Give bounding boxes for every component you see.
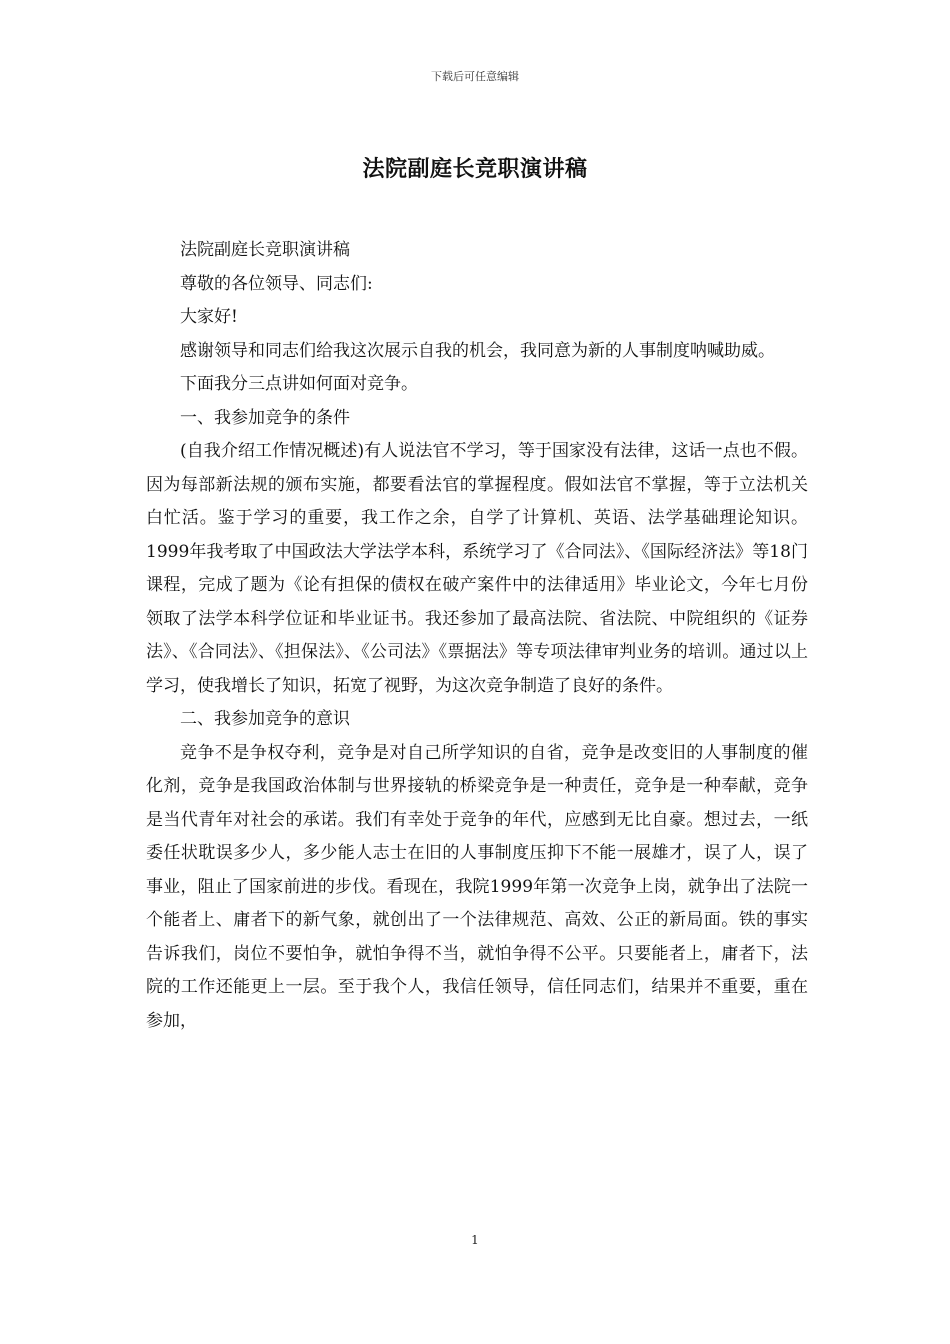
section-heading-conditions: 一、我参加竞争的条件 — [180, 407, 350, 428]
paragraph-subtitle: 法院副庭长竞职演讲稿 — [180, 240, 350, 260]
paragraph-outline: 下面我分三点讲如何面对竞争。 — [180, 374, 418, 394]
document-title: 法院副庭长竞职演讲稿 — [362, 156, 588, 182]
document-body — [146, 234, 808, 1038]
page-number: 1 — [471, 1233, 479, 1247]
page-header-note: 下载后可任意编辑 — [431, 70, 519, 83]
section-heading-awareness: 二、我参加竞争的意识 — [180, 709, 350, 729]
paragraph-conditions: (自我介绍工作情况概述)有人说法官不学习，等于国家没有法律，这话一点也不假。因为每部新法规的颁布实施，都要看法官的掌握程度。假如法官不掌握，等于立法机关白忙活。鉴于学习的重要，我工作之余，自学了计算机、英语、法学基础理论知识。1999年我考取了中国政法大学法学本科，系统学习了《合同法》、《国际经济法》等18门课程，完成了题为《论有担保的债权在破产案件中的法律适用》毕业论文，今年七月份领取了法学本科学位证和毕业证书。我还参加了最高法院、省法院、中院组织的《证券法》、《合同法》、《担保法》、《公司法》《票据法》等专项法律审判业务的培训。通过以上学习，使我增长了知识，拓宽了视野，为这次竞争制造了良好的条件。 — [146, 441, 808, 696]
paragraph-salutation: 尊敬的各位领导、同志们: — [180, 273, 373, 294]
paragraph-thanks: 感谢领导和同志们给我这次展示自我的机会，我同意为新的人事制度呐喊助威。 — [180, 340, 775, 361]
paragraph-greeting: 大家好! — [180, 307, 238, 327]
paragraph-awareness: 竞争不是争权夺利，竞争是对自己所学知识的自省，竞争是改变旧的人事制度的催化剂，竞争是我国政治体制与世界接轨的桥梁竞争是一种责任，竞争是一种奉献，竞争是当代青年对社会的承诺。我们有幸处于竞争的年代，应感到无比自豪。想过去，一纸委任状耽误多少人，多少能人志士在旧的人事制度压抑下不能一展雄才，误了人，误了事业，阻止了国家前进的步伐。看现在，我院1999年第一次竞争上岗，就争出了法院一个能者上、庸者下的新气象，就创出了一个法律规范、高效、公正的新局面。铁的事实告诉我们，岗位不要怕争，就怕争得不当，就怕争得不公平。只要能者上，庸者下，法院的工作还能更上一层。至于我个人，我信任领导，信任同志们，结果并不重要，重在参加， — [146, 742, 808, 1031]
